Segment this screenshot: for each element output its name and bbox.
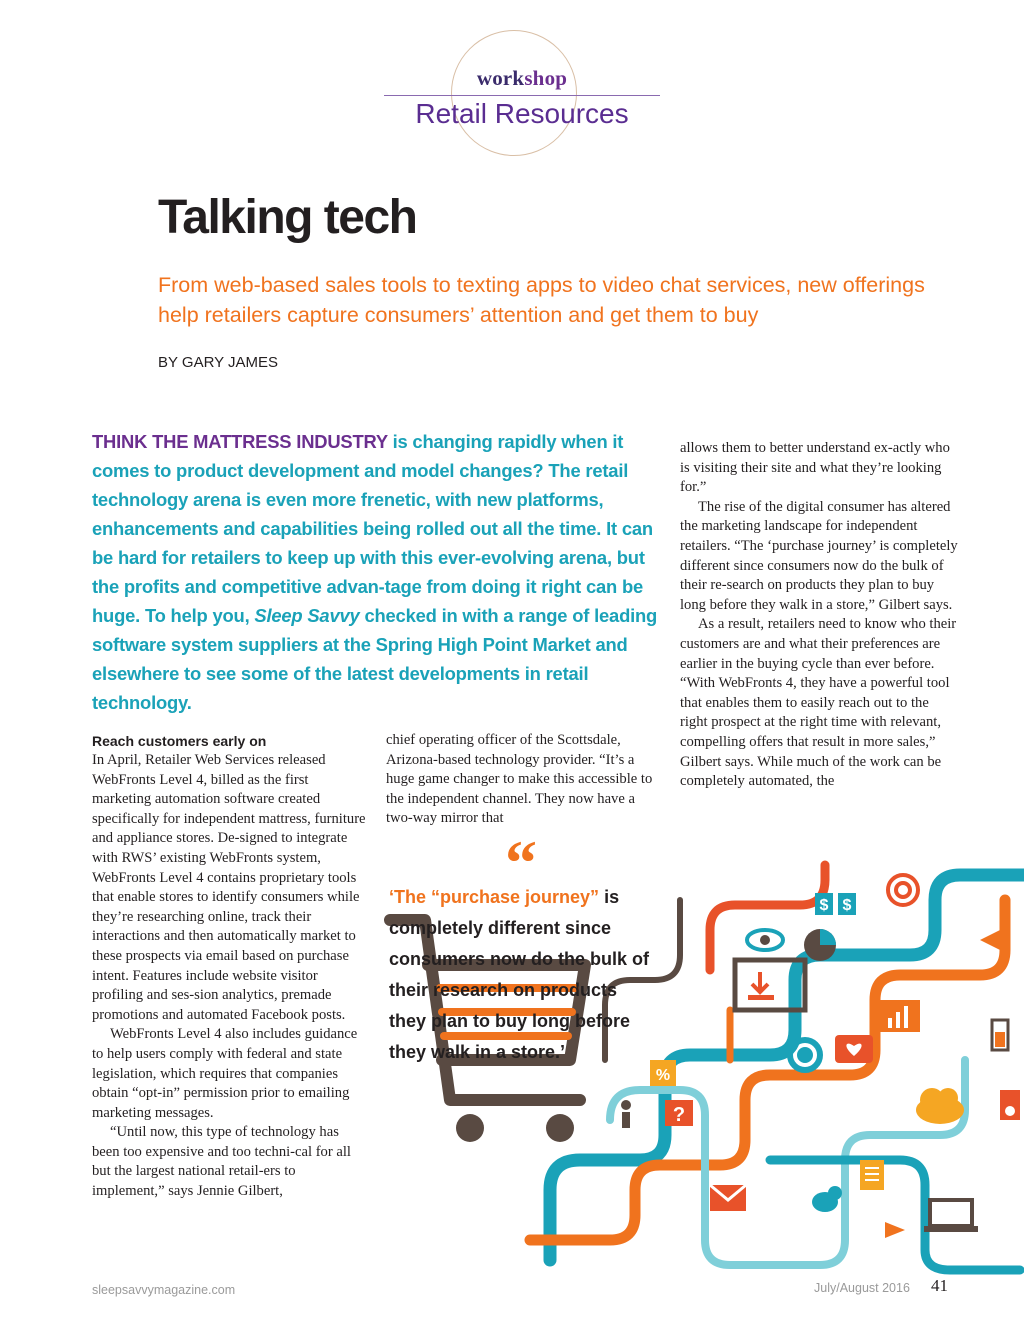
heart-chat-icon [835, 1035, 873, 1063]
laptop-icon [924, 1200, 978, 1232]
footer-url: sleepsavvymagazine.com [92, 1283, 236, 1297]
subhead: Reach customers early on [92, 733, 267, 749]
page-number: 41 [931, 1276, 948, 1295]
lede-paragraph: THINK THE MATTRESS INDUSTRY is changing rapidly when it comes to product development and model changes? The retail technology arena is even more frenetic, with new platforms, enhancements and capabilities being rolled out all the time. It can be hard for retailers to keep up with this ever-evolving arena, but the profits and competitive advan-tage from doing it right can be huge. To help you, Sleep Savvy checked in with a range of leading software system suppliers at the Spring High Point Market and elsewhere to see some of the latest developments in retail technology. [92, 431, 658, 713]
cart-wheel-right [546, 1114, 574, 1142]
body-column-1 [92, 731, 367, 1202]
speaker-icon [1000, 1090, 1020, 1120]
dollar-tags-icon [815, 893, 856, 915]
pull-quote-text: ‘The “purchase journey” is completely different since consumers now do the bulk of their research on products they plan to buy long before they walk in a store.’ [389, 887, 650, 1062]
svg-text:$: $ [819, 897, 829, 914]
body-column-3 [680, 439, 958, 792]
bird-icon [812, 1186, 842, 1212]
target-icon [888, 875, 918, 905]
body-paragraph: chief operating officer of the Scottsdale, Arizona-based technology provider. “It’s a huge game changer to make this accessible to the independent channel. They now have a two-way mirror that [386, 732, 653, 827]
section-title: Retail Resources [415, 98, 629, 129]
body-paragraph: As a result, retailers need to know who their customers are and what their preferences are earlier in the buying cycle than ever before. “With WebFronts 4, they have a powerful tool that enables them to easily reach out to the right prospect at the right time with relevant, compelling offers that result in more sales,” Gilbert says. While much of the work can be completely automated, the [680, 616, 957, 790]
body-paragraph: WebFronts Level 4 also includes guidance to help users comply with federal and state legislation, which requires that companies obtain “opt-in” permission prior to emailing marketing messages. [92, 1026, 358, 1121]
battery-icon [992, 1020, 1008, 1050]
body-paragraph: “Until now, this type of technology has been too expensive and too techni-cal for all but the largest national retail-ers to implement,” says Jennie Gilbert, [92, 1124, 351, 1200]
question-mark-icon [665, 1100, 693, 1126]
pipe-teal-2 [770, 1160, 1020, 1270]
footer-issue-date: July/August 2016 [814, 1281, 910, 1295]
deck: From web-based sales tools to texting apps to video chat services, new offerings help retailers capture consumers’ attention and get them to buy [158, 273, 925, 327]
eye-icon [747, 930, 783, 950]
svg-text:$: $ [842, 897, 852, 914]
svg-text:%: % [655, 1067, 671, 1084]
gear-icon [790, 1040, 820, 1070]
quote-mark-icon: “ [505, 827, 537, 898]
person-icon [621, 1100, 631, 1128]
section-header [384, 22, 660, 162]
email-icon [710, 1185, 746, 1211]
cloud-icon [916, 1088, 964, 1124]
pull-quote [386, 827, 656, 1068]
cart-wheel-left [456, 1114, 484, 1142]
lede-kicker: THINK THE MATTRESS INDUSTRY [92, 431, 388, 452]
body-paragraph: allows them to better understand ex-actly who is visiting their site and what they’re looking for.” [680, 440, 950, 496]
body-column-2 [386, 731, 661, 829]
bar-chart-icon [880, 1000, 920, 1032]
svg-text:?: ? [672, 1104, 686, 1126]
pie-chart-icon [804, 929, 836, 961]
body-paragraph: The rise of the digital consumer has altered the marketing landscape for independent retailers. “The ‘purchase journey’ is completely different since consumers now do the bulk of their re-search on products they plan to buy long before they walk in a store,” Gilbert says. [680, 498, 958, 613]
byline: BY GARY JAMES [158, 354, 279, 371]
body-paragraph: In April, Retailer Web Services released WebFronts Level 4, billed as the first marketing automation software created specifically for independent mattress, furniture and appliance stores. De-signed to integrate with RWS’ existing WebFronts system, WebFronts Level 4 contains proprietary tools that enable stores to identify consumers while they’re researching online, track their interactions and then automatically market to these prospects via email based on purchase intent. Features include website visitor profiling and ses-sion analytics, premade promotions and automated Facebook posts. [92, 752, 366, 1023]
header-rule [384, 95, 660, 96]
headline: Talking tech [158, 191, 417, 244]
document-icon [860, 1160, 884, 1190]
section-label: workshop [476, 66, 568, 90]
header-circle [451, 30, 577, 156]
